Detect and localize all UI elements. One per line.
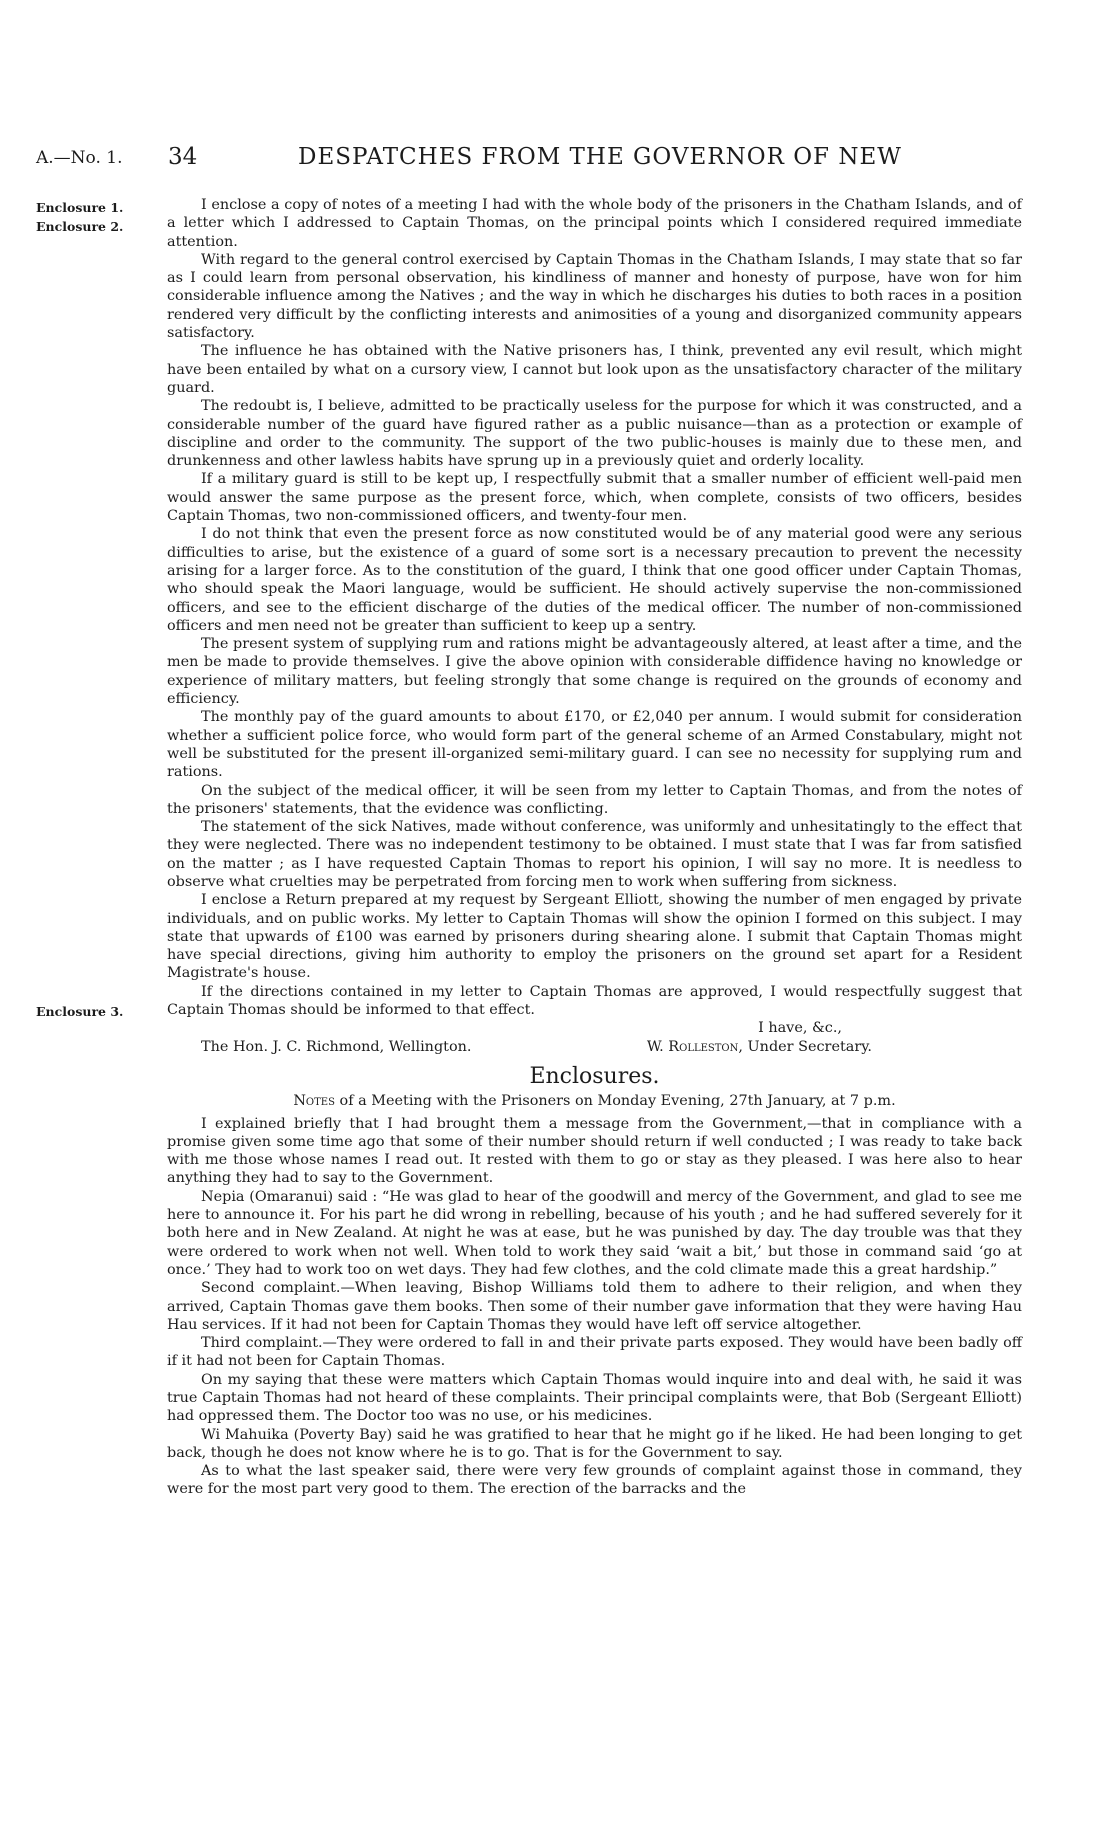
paragraph: With regard to the general control exercised by Captain Thomas in the Chatham Islands, I may state that so far as I could learn from personal observation, his kindliness of manner and honesty of purpose, have won for him considerable influence among the Natives ; and the way in which he discharges his duties to both races in a position rendered very difficult by the conflicting interests and animosities of a young and disorganized community appears satisfactory. bbox=[167, 251, 1022, 342]
notes-paragraph: Second complaint.—When leaving, Bishop Williams told them to adhere to their religion, and when they arrived, Captain Thomas gave them books. Then some of their number gave information that they were having Hau Hau services. If it had not been for Captain Thomas they would have left off service altogether. bbox=[167, 1280, 1022, 1333]
letter-body bbox=[167, 196, 1022, 1499]
signature-name: W. Rolleston, bbox=[646, 1038, 743, 1055]
paragraph: I enclose a copy of notes of a meeting I had with the whole body of the prisoners in the Chatham Islands, and of a letter which I addressed to Captain Thomas, on the principal points which I considered required immediate attention. bbox=[167, 197, 1022, 250]
signature bbox=[647, 1038, 1022, 1056]
margin-note-enclosure-3: Enclosure 3. bbox=[36, 1004, 124, 1019]
paragraph: The present system of supplying rum and rations might be advantageously altered, at least after a time, and the men be made to provide themselves. I give the above opinion with considerable diffidence having no knowledge or experience of military matters, but feeling strongly that some change is required on the grounds of economy and efficiency. bbox=[167, 636, 1022, 708]
paragraph: I enclose a Return prepared at my request by Sergeant Elliott, showing the number of men engaged by private individuals, and on public works. My letter to Captain Thomas will show the opinion I formed on this subject. I may state that upwards of £100 was earned by prisoners during shearing alone. I submit that Captain Thomas might have special directions, giving him authority to employ the prisoners on the ground set apart for a Resident Magistrate's house. bbox=[167, 892, 1022, 982]
page-number: 34 bbox=[168, 144, 198, 170]
document-reference: A.—No. 1. bbox=[36, 148, 123, 168]
notes-label: Notes bbox=[293, 1093, 335, 1110]
paragraph: The statement of the sick Natives, made without conference, was uniformly and unhesitatingly to the effect that they were neglected. There was no independent testimony to be obtained. I must state that I was far from satisfied on the matter ; as I have requested Captain Thomas to report his opinion, I will say no more. It is needless to observe what cruelties may be perpetrated from forcing men to work when suffering from sickness. bbox=[167, 819, 1022, 890]
notes-paragraph: Nepia (Omaranui) said : “He was glad to hear of the goodwill and mercy of the Government, and glad to see me here to announce it. For his part he did wrong in rebelling, because of his youth ; and he had suffered severely for it both here and in New Zealand. At night he was at ease, but he was punished by day. The day trouble was that they were ordered to work when not well. When told to work they said ‘wait a bit,’ but those in command said ‘go at once.’ They had to work too on wet days. They had few clothes, and the cold climate made this a great hardship.” bbox=[167, 1188, 1022, 1278]
paragraph: I do not think that even the present force as now constituted would be of any material good were any serious difficulties to arise, but the existence of a guard of some sort is a necessary precaution to prevent the necessity arising for a larger force. As to the constitution of the guard, I think that one good officer under Captain Thomas, who should speak the Maori language, would be sufficient. He should actively supervise the non-commissioned officers, and see to the efficient discharge of the duties of the medical officer. The number of non-commissioned officers and men need not be greater than sufficient to keep up a sentry. bbox=[167, 526, 1022, 634]
paragraph: The monthly pay of the guard amounts to about £170, or £2,040 per annum. I would submit for consideration whether a sufficient police force, who would form part of the general scheme of an Armed Constabulary, might not well be substituted for the present ill-organized semi-military guard. I can see no necessity for supplying rum and rations. bbox=[167, 709, 1022, 781]
notes-paragraph: As to what the last speaker said, there were very few grounds of complaint against those in command, they were for the most part very good to them. The erection of the barracks and the bbox=[167, 1463, 1022, 1498]
addressee: The Hon. J. C. Richmond, Wellington. bbox=[201, 1038, 472, 1055]
enclosures-heading: Enclosures. bbox=[529, 1063, 660, 1089]
paragraph: If the directions contained in my letter to Captain Thomas are approved, I would respectfully suggest that Captain Thomas should be informed to that effect. bbox=[167, 983, 1022, 1019]
margin-note-enclosure-1: Enclosure 1. bbox=[36, 200, 124, 215]
paragraph: On the subject of the medical officer, it will be seen from my letter to Captain Thomas, and from the notes of the prisoners' statements, that the evidence was conflicting. bbox=[167, 782, 1022, 817]
paragraph: The influence he has obtained with the Native prisoners has, I think, prevented any evil result, which might have been entailed by what on a cursory view, I cannot but look upon as the unsatisfactory character of the military guard. bbox=[167, 343, 1022, 396]
notes-paragraph: I explained briefly that I had brought them a message from the Government,—that in compliance with a promise given some time ago that some of their number should return if well conducted ; I was ready to take back with me those whose names I read out. It rested with them to go or stay as they pleased. I was here also to hear anything they had to say to the Government. bbox=[167, 1115, 1022, 1187]
notes-paragraph: Wi Mahuika (Poverty Bay) said he was gratified to hear that he might go if he liked. He had been longing to get back, though he does not know where he is to go. That is for the Government to say. bbox=[167, 1426, 1022, 1461]
notes-heading-text: of a Meeting with the Prisoners on Monday Evening, 27th January, at 7 p.m. bbox=[339, 1093, 896, 1110]
margin-note-enclosure-2: Enclosure 2. bbox=[36, 219, 124, 234]
notes-paragraph: On my saying that these were matters which Captain Thomas would inquire into and deal with, he said it was true Captain Thomas had not heard of these complaints. Their principal complaints were, that Bob (Sergeant Elliott) had oppressed them. The Doctor too was no use, or his medicines. bbox=[167, 1371, 1022, 1425]
signature-block bbox=[167, 1038, 1022, 1056]
notes-heading bbox=[167, 1092, 1022, 1110]
running-title: DESPATCHES FROM THE GOVERNOR OF NEW bbox=[298, 144, 902, 170]
signature-title: Under Secretary. bbox=[747, 1038, 872, 1055]
page-header bbox=[36, 142, 1086, 172]
notes-paragraph: Third complaint.—They were ordered to fall in and their private parts exposed. They would have been badly off if it had not been for Captain Thomas. bbox=[167, 1335, 1022, 1370]
paragraph: If a military guard is still to be kept up, I respectfully submit that a smaller number of efficient well-paid men would answer the same purpose as the present force, which, when complete, consists of two officers, besides Captain Thomas, two non-commissioned officers, and twenty-four men. bbox=[167, 471, 1022, 525]
paragraph: The redoubt is, I believe, admitted to be practically useless for the purpose for which it was constructed, and a considerable number of the guard have figured rather as a public nuisance—than as a protection or example of discipline and order to the community. The support of the two public-houses is mainly due to these men, and drunkenness and other lawless habits have sprung up in a previously quiet and orderly locality. bbox=[167, 398, 1022, 470]
closing: I have, &c., bbox=[758, 1020, 842, 1037]
